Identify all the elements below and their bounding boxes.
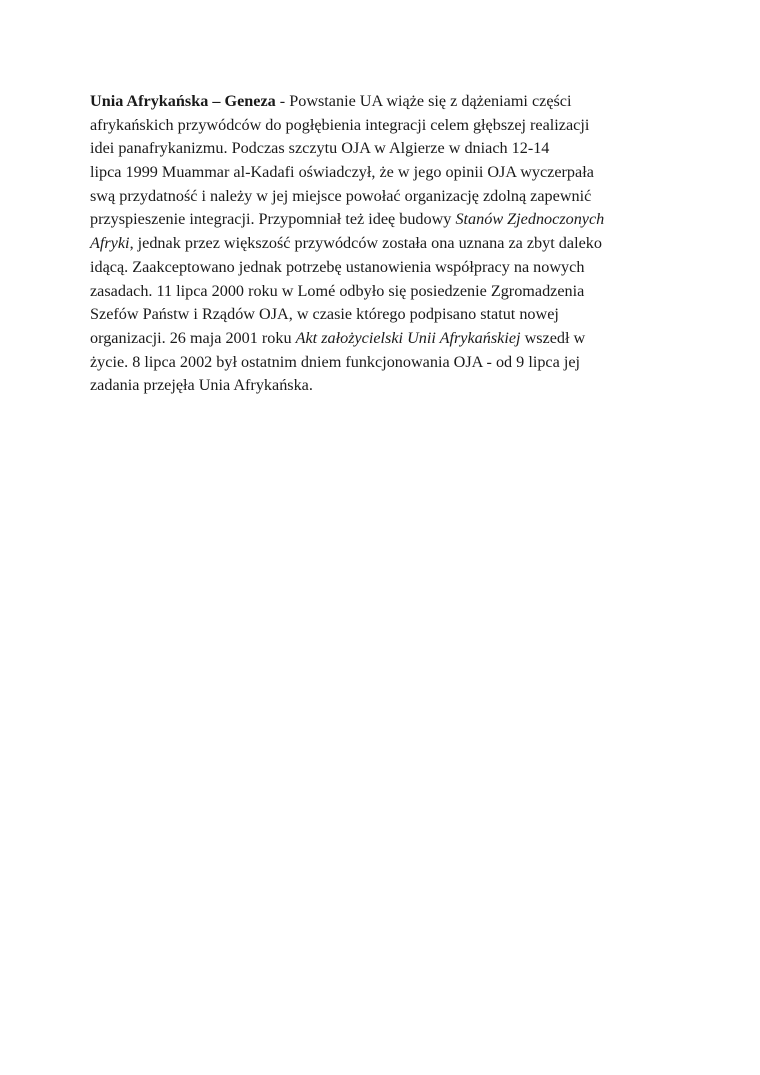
body-text: zadania przejęła Unia Afrykańska. <box>90 376 313 395</box>
body-text: lipca 1999 Muammar al-Kadafi oświadczył, że w jego opinii OJA wyczerpała <box>90 163 594 182</box>
body-text: przyspieszenie integracji. Przypomniał też ideę budowy <box>90 210 456 229</box>
italic-text: Akt założycielski Unii Afrykańskiej <box>295 328 521 347</box>
body-text: idei panafrykanizmu. Podczas szczytu OJA w Algierze w dniach 12-14 <box>90 139 550 158</box>
text-line <box>90 256 680 280</box>
text-line <box>90 232 680 256</box>
italic-text: Afryki <box>90 234 130 253</box>
body-text: organizacji. 26 maja 2001 roku <box>90 328 296 347</box>
text-line <box>90 185 680 209</box>
body-text: życie. 8 lipca 2002 był ostatnim dniem funkcjonowania OJA - od 9 lipca jej <box>90 352 581 371</box>
body-text: swą przydatność i należy w jej miejsce powołać organizację zdolną zapewnić <box>90 186 592 205</box>
text-line <box>90 90 680 114</box>
text-line <box>90 114 680 138</box>
body-text: idącą. Zaakceptowano jednak potrzebę ustanowienia współpracy na nowych <box>90 257 585 276</box>
text-line <box>90 280 680 304</box>
text-line <box>90 327 680 351</box>
bold-heading-text: Unia Afrykańska – Geneza <box>90 92 276 110</box>
body-text: zasadach. 11 lipca 2000 roku w Lomé odbyło się posiedzenie Zgromadzenia <box>90 281 585 300</box>
body-text: Szefów Państw i Rządów OJA, w czasie którego podpisano statut nowej <box>90 305 559 324</box>
body-text: - Powstanie UA wiąże się z dążeniami części <box>275 92 572 110</box>
text-line <box>90 161 680 185</box>
body-paragraph <box>90 90 680 398</box>
body-text: wszedł w <box>520 328 586 347</box>
text-line <box>90 208 680 232</box>
text-line <box>90 374 680 398</box>
text-line <box>90 137 680 161</box>
text-line <box>90 303 680 327</box>
body-text: , jednak przez większość przywódców została ona uznana za zbyt daleko <box>129 234 602 253</box>
italic-text: Stanów Zjednoczonych <box>455 210 605 229</box>
body-text: afrykańskich przywódców do pogłębienia integracji celem głębszej realizacji <box>90 115 590 134</box>
text-line <box>90 351 680 375</box>
